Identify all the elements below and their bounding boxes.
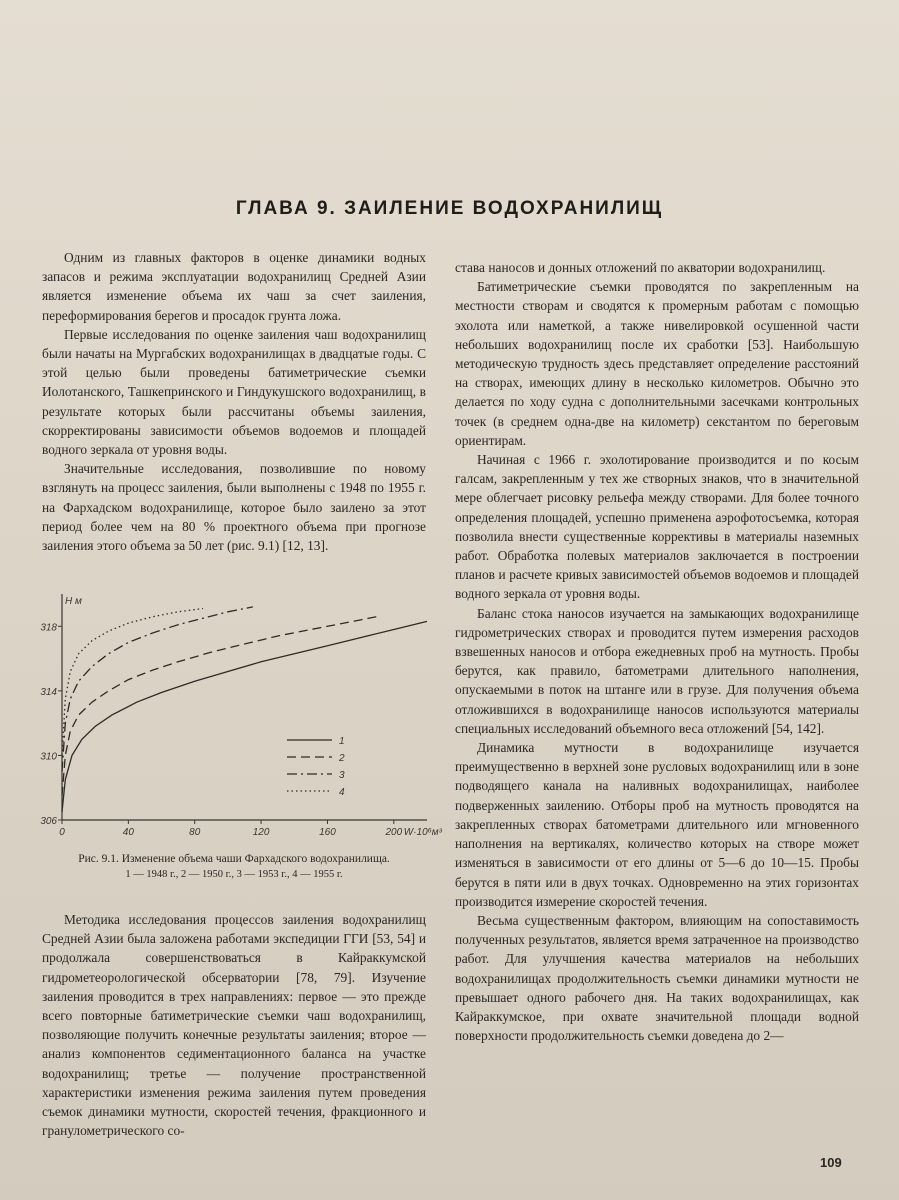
y-axis-label: Н м (65, 596, 82, 607)
series-line-4 (62, 609, 203, 756)
x-tick-label: 120 (252, 827, 270, 838)
legend-label-4: 4 (339, 787, 345, 798)
y-tick-label: 310 (40, 751, 57, 763)
x-tick-label: 80 (189, 827, 201, 838)
chapter-title: ГЛАВА 9. ЗАИЛЕНИЕ ВОДОХРАНИЛИЩ (235, 198, 664, 219)
figure-9-1 (22, 580, 442, 840)
page-number: 109 (820, 1155, 842, 1170)
chart (22, 580, 442, 840)
x-tick-label: 40 (122, 827, 134, 838)
paragraph: Баланс стока наносов изучается на замыкающих водохранилище гидрометрических створах и проводится путем измерения расходов взвешенных наносов и отбора ежедневных проб на мутность. Пробы берутся, как правило, батометрами длительного наполнения, опускаемыми в поток на штанге или в грузе. Для получения объема отложившихся в водохранилище наносов используются материалы специальных исследований объемного веса отложений [54, 142]. (455, 605, 859, 736)
legend-label-3: 3 (339, 770, 345, 781)
y-tick-label: 318 (40, 622, 57, 634)
x-axis-label: W·10⁶м³ (403, 827, 442, 838)
x-tick-label: 200 (385, 827, 403, 838)
series-line-2 (62, 617, 377, 796)
x-tick-label: 160 (319, 827, 336, 838)
paragraph: Значительные исследования, позволившие по новому взглянуть на процесс заиления, были выполнены с 1948 по 1955 г. на Фархадском водохранилище, которое было заилено за этот период более чем на 80 % проектного объема при прогнозе заиления этого объема за 50 лет (рис. 9.1) [12, 13]. (42, 461, 426, 554)
left-column-bottom (42, 910, 426, 1140)
figure-caption-block (42, 852, 426, 882)
paragraph: Методика исследования процессов заиления водохранилищ Средней Азии была заложена работами экспедиции ГГИ [53, 54] и продолжала совершенствоваться в Кайраккумской гидрометеорологической обсерватории [78, 79]. Изучение заиления проводится в трех направлениях: первое — это прежде всего повторные батиметрические съемки чаш водохранилищ, позволяющие получить конечные результаты заиления; второе — анализ компонентов седиментационного баланса на участке водохранилищ; третье — получение пространственной характеристики изменения режима заиления путем проведения съемок динамики мутности, скоростей течения, фракционного и гранулометрического со- (42, 912, 426, 1139)
right-column (455, 258, 859, 1045)
paragraph: Батиметрические съемки проводятся по закрепленным на местности створам и сводятся к промерным работам с помощью эхолота или наметкой, а также нивелировкой осушенной части небольших водохранилищ после их сработки [53]. Наибольшую методическую трудность здесь представляет определение расстояний на створах, имеющих длину в несколько километров. Обычно это делается по ходу судна с дополнительными засечками контрольных точек (в среднем одна-две на километр) секстантом по береговым ориентирам. (455, 279, 859, 448)
series-line-3 (62, 607, 253, 772)
figure-legend-text: 1 — 1948 г., 2 — 1950 г., 3 — 1953 г., 4 — 1955 г. (125, 869, 343, 880)
paragraph: Динамика мутности в водохранилище изучается преимущественно в верхней зоне русловых водохранилищ или в зоне подводящего канала на наливных водохранилищах, наиболее подверженных заилению. Отборы проб на мутность проводятся на закрепленных створах батометрами длительного или мгновенного наполнения на вертикалях, количество которых на створе может изменяться в зависимости от его длины от 5—6 до 10—15. Пробы берутся в пяти или в двух точках. Одновременно на этих горизонтах производится измерение скоростей течения. (455, 740, 859, 909)
paragraph: Начиная с 1966 г. эхолотирование производится и по косым галсам, закрепленным у тех же створных знаков, что в значительной мере облегчает рисовку рельефа между створами. Для более точного определения площадей, успешно применена аэрофотосъемка, которая позволила внести существенные коррективы в материалы наземных работ. Обработка полевых материалов заключается в построении планов и расчете кривых зависимостей объемов водоемов и площадей водного зеркала от уровня воды. (455, 452, 859, 602)
paragraph: става наносов и донных отложений по акватории водохранилищ. (455, 260, 826, 275)
y-tick-label: 306 (40, 816, 57, 827)
paragraph: Одним из главных факторов в оценке динамики водных запасов и режима эксплуатации водохранилищ Средней Азии является изменение объема их чаш за счет заиления, переформирования берегов и просадок грунта ложа. (42, 250, 426, 323)
legend-label-2: 2 (339, 753, 345, 764)
series-line-1 (62, 621, 427, 812)
paragraph: Весьма существенным фактором, влияющим на сопоставимость полученных результатов, является время затраченное на производство работ. Для улучшения качества материалов на небольших водохранилищах продолжительность съемки динамики мутности не превышает одного рабочего дня. На таких водохранилищах, как Кайраккумское, при охвате значительной площади водной поверхности продолжительность съемки доведена до 2— (455, 912, 859, 1044)
left-column-top (42, 248, 426, 555)
paragraph: Первые исследования по оценке заиления чаш водохранилищ были начаты на Мургабских водохранилищах в двадцатые годы. С этой целью были проведены батиметрические съемки Иолотанского, Ташкепринского и Гиндукушского водохранилищ, в результате которых были рассчитаны объемы заиления, скорректированы зависимости объемов водоемов и площадей водного зеркала от уровня воды. (42, 326, 426, 458)
figure-caption: Рис. 9.1. Изменение объема чаши Фархадского водохранилища. (78, 853, 390, 865)
y-tick-label: 314 (40, 686, 57, 698)
legend-label-1: 1 (339, 736, 345, 747)
x-tick-label: 0 (59, 827, 65, 838)
